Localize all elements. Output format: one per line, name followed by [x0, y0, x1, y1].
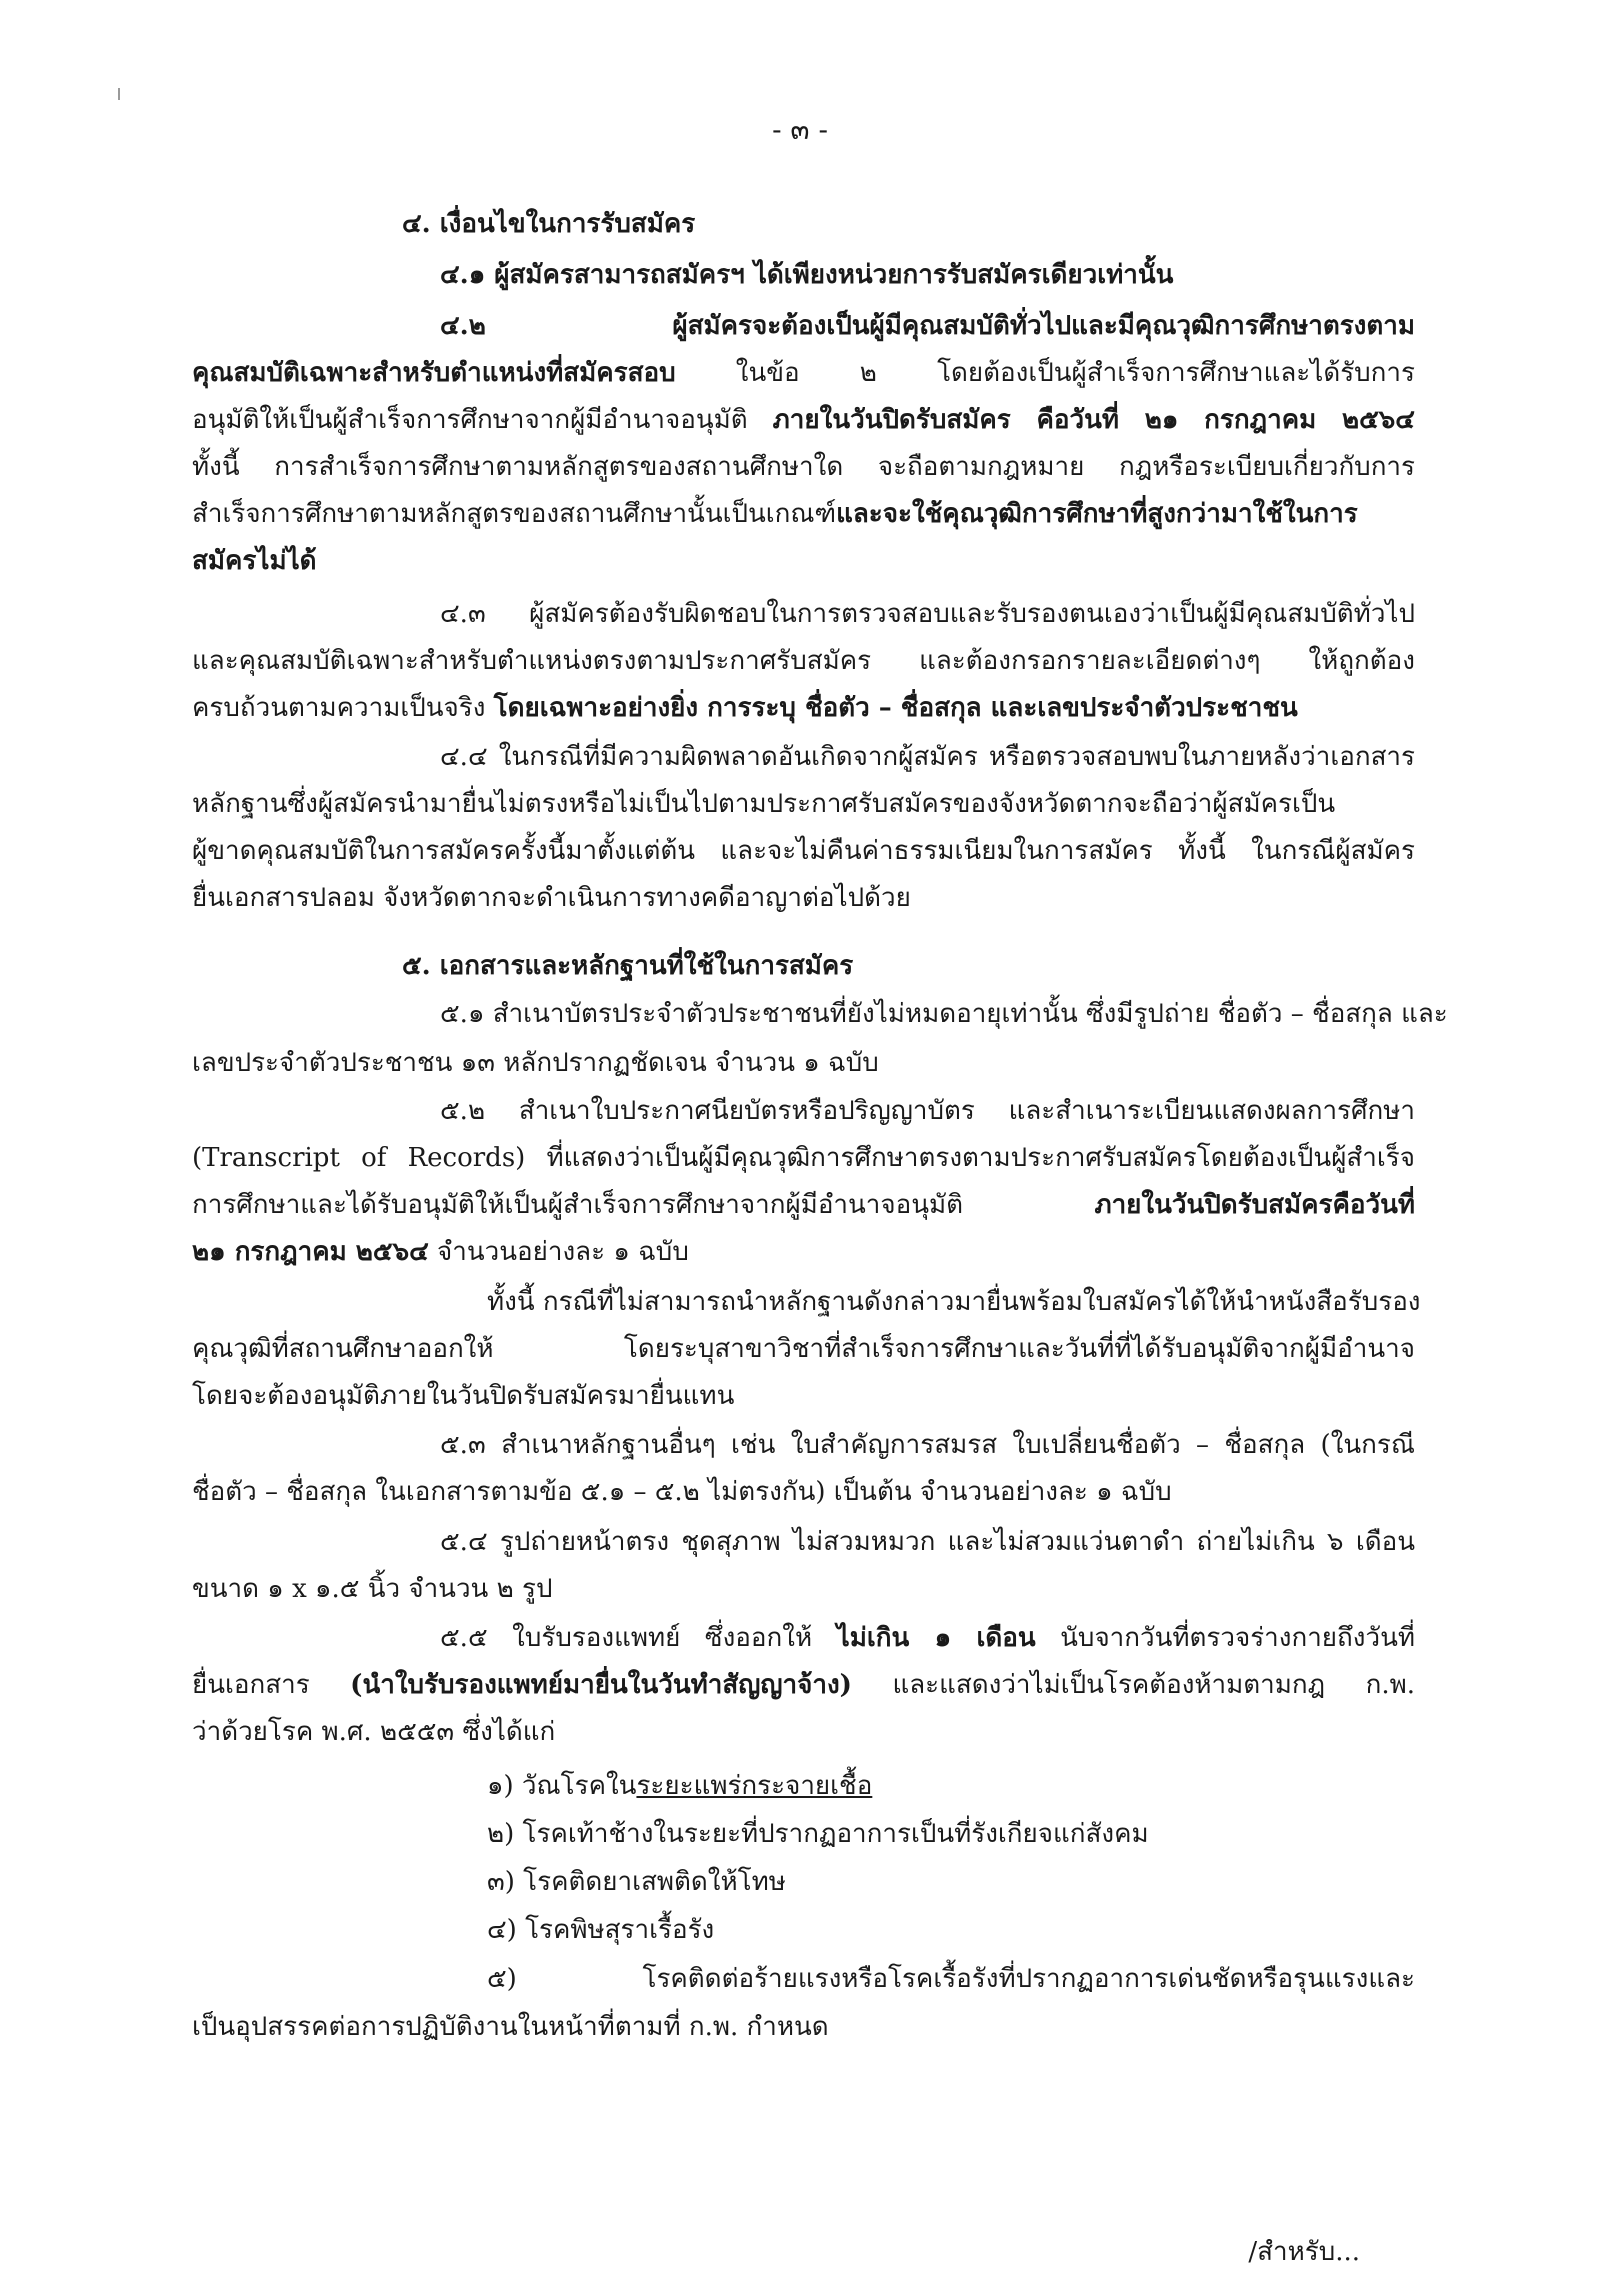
- item-4-3-line1: ๔.๓ ผู้สมัครต้องรับผิดชอบในการตรวจสอบและรับรองตนเองว่าเป็นผู้มีคุณสมบัติทั่วไป: [440, 599, 1415, 629]
- item-4-2-line5: สำเร็จการศึกษาตามหลักสูตรของสถานศึกษานั้นเป็นเกณฑ์และจะใช้คุณวุฒิการศึกษาที่สูงกว่ามาใช้ในการ: [192, 499, 1358, 529]
- item-5-2-line1: ๕.๒ สำเนาใบประกาศนียบัตรหรือปริญญาบัตร และสำเนาระเบียนแสดงผลการศึกษา: [440, 1096, 1415, 1126]
- item-5-4-line2: ขนาด ๑ x ๑.๕ นิ้ว จำนวน ๒ รูป: [192, 1574, 553, 1604]
- item-4-4-line2: หลักฐานซึ่งผู้สมัครนำมายื่นไม่ตรงหรือไม่เป็นไปตามประกาศรับสมัครของจังหวัดตากจะถือว่าผู้สมัครเป็น: [192, 789, 1336, 819]
- item-5-2-note2: คุณวุฒิที่สถานศึกษาออกให้ โดยระบุสาขาวิชาที่สำเร็จการศึกษาและวันที่ที่ได้รับอนุมัติจากผู้มีอำนาจ: [192, 1334, 1415, 1364]
- disease-3: ๓) โรคติดยาเสพติดให้โทษ: [487, 1867, 786, 1897]
- disease-5-line1: ๕) โรคติดต่อร้ายแรงหรือโรคเรื้อรังที่ปรากฏอาการเด่นชัดหรือรุนแรงและ: [487, 1964, 1415, 1994]
- item-4-3-line2: และคุณสมบัติเฉพาะสำหรับตำแหน่งตรงตามประกาศรับสมัคร และต้องกรอกรายละเอียดต่างๆ ให้ถูกต้อง: [192, 646, 1415, 676]
- item-5-5-line2: ยื่นเอกสาร (นำใบรับรองแพทย์มายื่นในวันทำสัญญาจ้าง) และแสดงว่าไม่เป็นโรคต้องห้ามตามกฎ ก.พ.: [192, 1670, 1415, 1700]
- disease-1: ๑) วัณโรคในระยะแพร่กระจายเชื้อ: [487, 1771, 873, 1801]
- item-5-2-line4: ๒๑ กรกฎาคม ๒๕๖๔ จำนวนอย่างละ ๑ ฉบับ: [192, 1237, 689, 1267]
- item-5-5-line1: ๕.๕ ใบรับรองแพทย์ ซึ่งออกให้ ไม่เกิน ๑ เดือน นับจากวันที่ตรวจร่างกายถึงวันที่: [440, 1623, 1415, 1653]
- item-4-3-line3: ครบถ้วนตามความเป็นจริง โดยเฉพาะอย่างยิ่ง การระบุ ชื่อตัว – ชื่อสกุล และเลขประจำตัวประชาชน: [192, 693, 1298, 723]
- item-5-5-line3: ว่าด้วยโรค พ.ศ. ๒๕๕๓ ซึ่งได้แก่: [192, 1717, 556, 1747]
- item-4-1: ๔.๑ ผู้สมัครสามารถสมัครฯ ได้เพียงหน่วยการรับสมัครเดียวเท่านั้น: [440, 260, 1174, 290]
- section4-heading: ๔. เงื่อนไขในการรับสมัคร: [402, 209, 696, 239]
- item-4-4-line4: ยื่นเอกสารปลอม จังหวัดตากจะดำเนินการทางคดีอาญาต่อไปด้วย: [192, 883, 911, 913]
- item-4-2-line1: ๔.๒ ผู้สมัครจะต้องเป็นผู้มีคุณสมบัติทั่วไปและมีคุณวุฒิการศึกษาตรงตาม: [440, 311, 1415, 341]
- item-5-2-line3: การศึกษาและได้รับอนุมัติให้เป็นผู้สำเร็จการศึกษาจากผู้มีอำนาจอนุมัติ ภายในวันปิดรับสมัครคือวันที่: [192, 1190, 1415, 1220]
- item-4-2-line4: ทั้งนี้ การสำเร็จการศึกษาตามหลักสูตรของสถานศึกษาใด จะถือตามกฎหมาย กฎหรือระเบียบเกี่ยวกับการ: [192, 452, 1415, 482]
- item-4-4-line3: ผู้ขาดคุณสมบัติในการสมัครครั้งนี้มาตั้งแต่ต้น และจะไม่คืนค่าธรรมเนียมในการสมัคร ทั้งนี้ ในกรณีผู้สมัคร: [192, 836, 1415, 866]
- item-5-1-line1: ๕.๑ สำเนาบัตรประจำตัวประชาชนที่ยังไม่หมดอายุเท่านั้น ซึ่งมีรูปถ่าย ชื่อตัว – ชื่อสกุล และ: [440, 999, 1448, 1029]
- section5-heading: ๕. เอกสารและหลักฐานที่ใช้ในการสมัคร: [402, 951, 854, 981]
- disease-2: ๒) โรคเท้าช้างในระยะที่ปรากฏอาการเป็นที่รังเกียจแก่สังคม: [487, 1819, 1149, 1849]
- item-4-2-line6: สมัครไม่ได้: [192, 546, 317, 576]
- page-number: - ๓ -: [772, 113, 828, 146]
- item-5-2-note3: โดยจะต้องอนุมัติภายในวันปิดรับสมัครมายื่นแทน: [192, 1381, 735, 1411]
- item-5-2-line2: (Transcript of Records) ที่แสดงว่าเป็นผู้มีคุณวุฒิการศึกษาตรงตามประกาศรับสมัครโดยต้องเป็นผู้สำเร็จ: [192, 1143, 1415, 1173]
- item-5-3-line2: ชื่อตัว – ชื่อสกุล ในเอกสารตามข้อ ๕.๑ – ๕.๒ ไม่ตรงกัน) เป็นต้น จำนวนอย่างละ ๑ ฉบับ: [192, 1477, 1172, 1507]
- continuation-note: /สำหรับ...: [1248, 2237, 1360, 2267]
- item-4-2-line3: อนุมัติให้เป็นผู้สำเร็จการศึกษาจากผู้มีอำนาจอนุมัติ ภายในวันปิดรับสมัคร คือวันที่ ๒๑ กรกฎาคม ๒๕๖๔: [192, 405, 1415, 435]
- disease-4: ๔) โรคพิษสุราเรื้อรัง: [487, 1915, 715, 1945]
- item-5-4-line1: ๕.๔ รูปถ่ายหน้าตรง ชุดสุภาพ ไม่สวมหมวก และไม่สวมแว่นตาดำ ถ่ายไม่เกิน ๖ เดือน: [440, 1527, 1415, 1557]
- scan-speck: [118, 88, 120, 100]
- disease-5-line2: เป็นอุปสรรคต่อการปฏิบัติงานในหน้าที่ตามที่ ก.พ. กำหนด: [192, 2012, 829, 2042]
- item-4-2-line2: คุณสมบัติเฉพาะสำหรับตำแหน่งที่สมัครสอบ ในข้อ ๒ โดยต้องเป็นผู้สำเร็จการศึกษาและได้รับการ: [192, 358, 1415, 388]
- item-4-4-line1: ๔.๔ ในกรณีที่มีความผิดพลาดอันเกิดจากผู้สมัคร หรือตรวจสอบพบในภายหลังว่าเอกสาร: [440, 742, 1415, 772]
- item-5-3-line1: ๕.๓ สำเนาหลักฐานอื่นๆ เช่น ใบสำคัญการสมรส ใบเปลี่ยนชื่อตัว – ชื่อสกุล (ในกรณี: [440, 1430, 1415, 1460]
- item-5-2-note1: ทั้งนี้ กรณีที่ไม่สามารถนำหลักฐานดังกล่าวมายื่นพร้อมใบสมัครได้ให้นำหนังสือรับรอง: [487, 1287, 1421, 1317]
- item-5-1-line2: เลขประจำตัวประชาชน ๑๓ หลักปรากฏชัดเจน จำนวน ๑ ฉบับ: [192, 1048, 879, 1078]
